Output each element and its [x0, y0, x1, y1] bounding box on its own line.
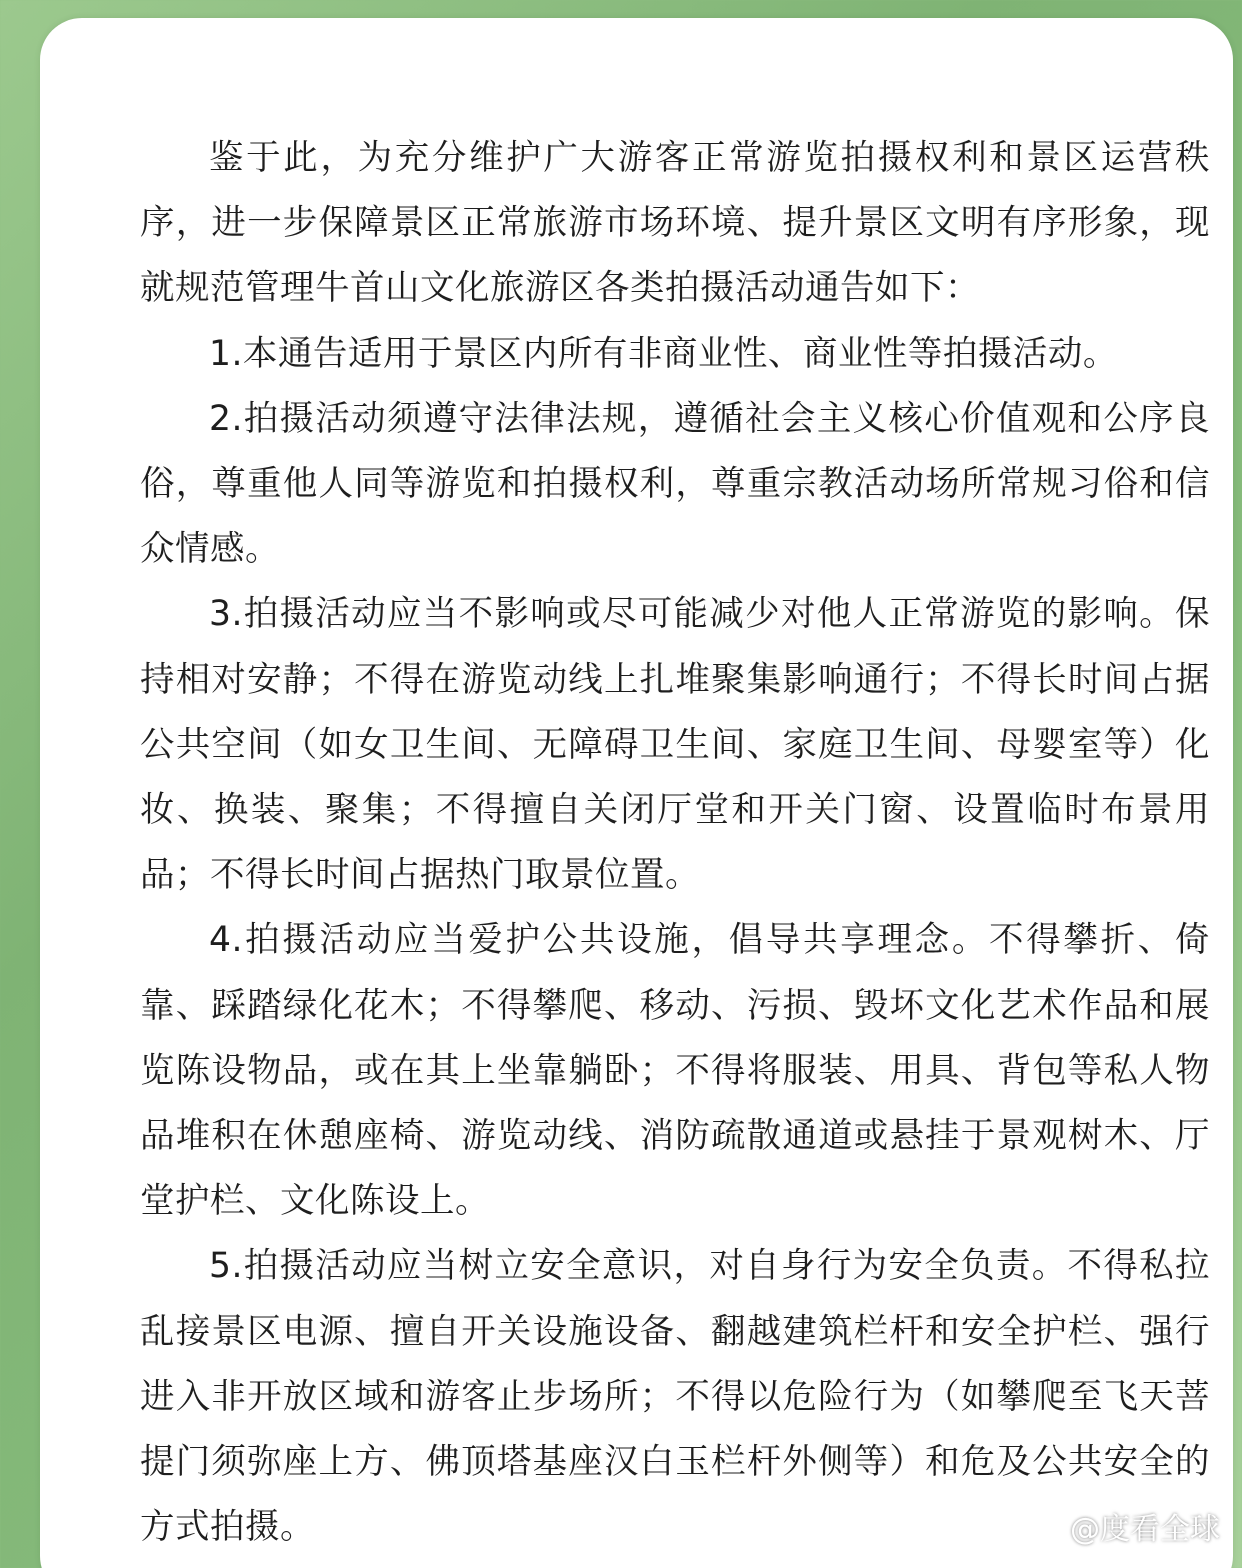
notice-intro-paragraph: 鉴于此，为充分维护广大游客正常游览拍摄权利和景区运营秩序，进一步保障景区正常旅游市场环境、提升景区文明有序形象，现就规范管理牛首山文化旅游区各类拍摄活动通告如下：	[140, 138, 1210, 309]
watermark-text: @度看全球	[1070, 1512, 1220, 1547]
watermark	[1030, 1504, 1220, 1548]
notice-item-3: 3.拍摄活动应当不影响或尽可能减少对他人正常游览的影响。保持相对安静；不得在游览动线上扎堆聚集影响通行；不得长时间占据公共空间（如女卫生间、无障碍卫生间、家庭卫生间、母婴室等）化妆、换装、聚集；不得擅自关闭厅堂和开关门窗、设置临时布景用品；不得长时间占据热门取景位置。	[140, 594, 1210, 896]
notice-item-5: 5.拍摄活动应当树立安全意识，对自身行为安全负责。不得私拉乱接景区电源、擅自开关设施设备、翻越建筑栏杆和安全护栏、强行进入非开放区域和游客止步场所；不得以危险行为（如攀爬至飞天菩提门须弥座上方、佛顶塔基座汉白玉栏杆外侧等）和危及公共安全的方式拍摄。	[140, 1246, 1210, 1548]
notice-item-4: 4.拍摄活动应当爱护公共设施，倡导共享理念。不得攀折、倚靠、踩踏绿化花木；不得攀爬、移动、污损、毁坏文化艺术作品和展览陈设物品，或在其上坐靠躺卧；不得将服装、用具、背包等私人物品堆积在休憩座椅、游览动线、消防疏散通道或悬挂于景观树木、厅堂护栏、文化陈设上。	[140, 920, 1210, 1222]
notice-item-1: 1.本通告适用于景区内所有非商业性、商业性等拍摄活动。	[209, 333, 1118, 374]
platform-logo-icon	[1030, 1509, 1064, 1543]
notice-content	[140, 126, 1210, 1560]
notice-item-2: 2.拍摄活动须遵守法律法规，遵循社会主义核心价值观和公序良俗，尊重他人同等游览和拍摄权利，尊重宗教活动场所常规习俗和信众情感。	[140, 398, 1210, 570]
notice-card	[40, 18, 1233, 1568]
